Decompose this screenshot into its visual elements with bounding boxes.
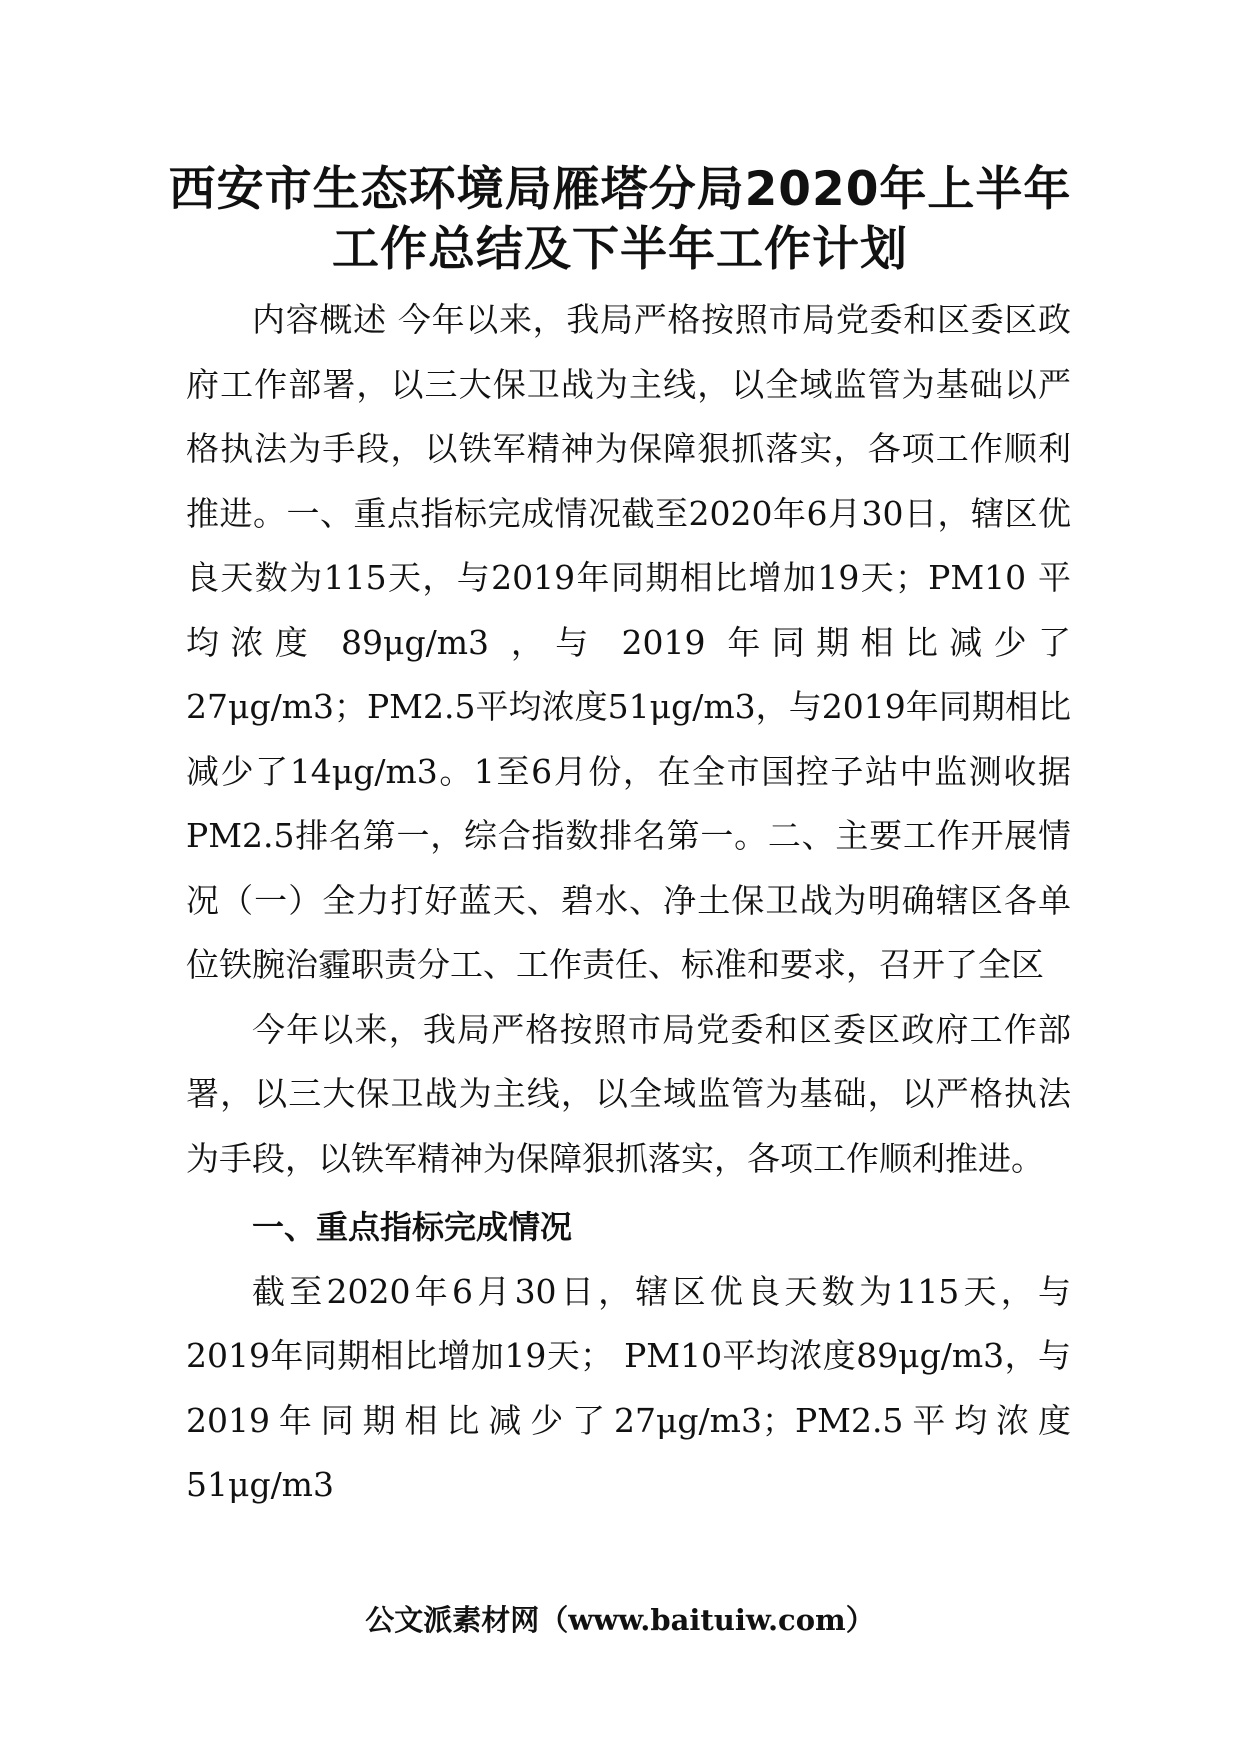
footer-watermark: 公文派素材网（www.baituiw.com） [365, 1603, 875, 1637]
section-heading: 一、重点指标完成情况 [252, 1208, 573, 1246]
indicator-paragraph: 截至2020年6月30日，辖区优良天数为115天，与2019年同期相比增加19天； PM10平均浓度89μg/m3，与2019年同期相比减少了27μg/m3；PM2.5平均浓度51μg/m3 [186, 1271, 1071, 1504]
intro-paragraph: 今年以来，我局严格按照市局党委和区委区政府工作部署，以三大保卫战为主线，以全域监管为基础，以严格执法为手段，以铁军精神为保障狠抓落实，各项工作顺利推进。 [186, 1009, 1071, 1178]
document-body [186, 288, 1071, 1518]
summary-paragraph: 内容概述 今年以来，我局严格按照市局党委和区委区政府工作部署，以三大保卫战为主线，以全域监管为基础以严格执法为手段，以铁军精神为保障狠抓落实，各项工作顺利推进。一、重点指标完成情况截至2020年6月30日，辖区优良天数为115天，与2019年同期相比增加19天；PM10 平均浓度 89μg/m3 ，与 2019 年同期相比减少了 27μg/m3；PM2.5平均浓度51μg/m3，与2019年同期相比减少了14μg/m3。1至6月份，在全市国控子站中监测收据PM2.5排名第一，综合指数排名第一。二、主要工作开展情况（一）全力打好蓝天、碧水、净土保卫战为明确辖区各单位铁腕治霾职责分工、工作责任、标准和要求，召开了全区 [186, 300, 1071, 984]
title-line-1: 西安市生态环境局雁塔分局2020年上半年 [168, 162, 1072, 217]
title-line-2: 工作总结及下半年工作计划 [332, 222, 908, 277]
document-title [160, 160, 1080, 280]
